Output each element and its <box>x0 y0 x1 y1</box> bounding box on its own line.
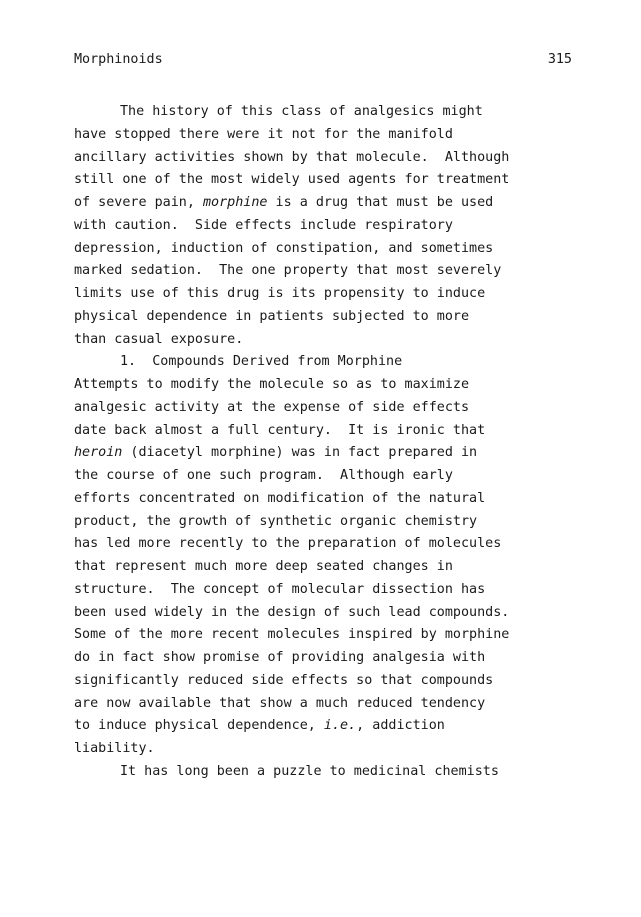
italic-term-morphine: morphine <box>203 195 268 210</box>
paragraph-line: still one of the most widely used agents for treatment <box>74 172 510 188</box>
paragraph-line: physical dependence in patients subjected to more <box>74 308 470 324</box>
paragraph-line: been used widely in the design of such lead compounds. <box>74 604 510 620</box>
italic-term-heroin: heroin <box>74 445 123 461</box>
text-run: to induce physical dependence, <box>74 718 324 734</box>
paragraph-line <box>74 715 584 738</box>
paragraph-line: ancillary activities shown by that molecule. Although <box>74 149 510 165</box>
running-header <box>74 50 572 70</box>
paragraph-line: analgesic activity at the expense of side effects <box>74 399 470 415</box>
page-number: 315 <box>547 52 572 67</box>
paragraph-line: date back almost a full century. It is ironic that <box>74 422 486 438</box>
paragraph-line: marked sedation. The one property that most severely <box>74 263 502 279</box>
text-run: is a drug that must be used <box>267 195 494 210</box>
body-text <box>74 101 584 784</box>
paragraph-line: than casual exposure. <box>74 331 244 347</box>
paragraph-line: Attempts to modify the molecule so as to maximize <box>74 377 470 392</box>
paragraph-line: with caution. Side effects include respiratory <box>74 217 453 233</box>
running-title: Morphinoids <box>74 52 163 67</box>
paragraph-line: have stopped there were it not for the manifold <box>74 126 453 142</box>
paragraph-line: that represent much more deep seated changes in <box>74 559 453 574</box>
paragraph-line: the course of one such program. Although early <box>74 468 453 483</box>
section-heading: 1. Compounds Derived from Morphine <box>120 354 403 370</box>
paragraph-line <box>74 442 584 465</box>
paragraph-line: depression, induction of constipation, and sometimes <box>74 240 494 256</box>
paragraph-line: are now available that show a much reduced tendency <box>74 695 486 711</box>
italic-term-ie: i.e. <box>323 718 357 734</box>
paragraph-line: efforts concentrated on modification of the natural <box>74 490 486 506</box>
paragraph-line: significantly reduced side effects so that compounds <box>74 672 494 688</box>
paragraph-line: limits use of this drug is its propensity to induce <box>74 286 486 301</box>
paragraph-line: liability. <box>74 741 155 756</box>
text-run: of severe pain, <box>74 195 203 210</box>
text-run: (diacetyl morphine) was in fact prepared in <box>122 445 478 461</box>
text-run: , addiction <box>356 718 445 734</box>
paragraph-line: structure. The concept of molecular dissection has <box>74 581 486 597</box>
paragraph-line <box>74 192 584 215</box>
paragraph-line: has led more recently to the preparation of molecules <box>74 536 502 552</box>
paragraph-line: product, the growth of synthetic organic chemistry <box>74 513 478 529</box>
paragraph-line: do in fact show promise of providing analgesia with <box>74 650 486 665</box>
paragraph-line: The history of this class of analgesics might <box>120 104 483 119</box>
paragraph-line: Some of the more recent molecules inspired by morphine <box>74 627 510 643</box>
paragraph-line: It has long been a puzzle to medicinal chemists <box>120 763 499 779</box>
